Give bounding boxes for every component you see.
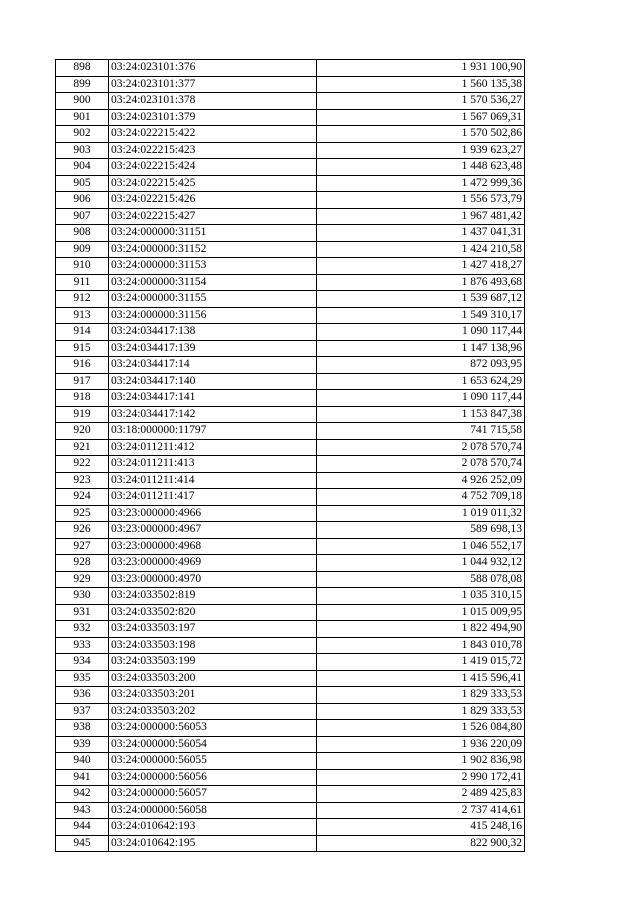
row-number: 906 bbox=[56, 192, 109, 209]
cadastral-number: 03:24:033503:199 bbox=[109, 654, 317, 671]
value-cell: 1 046 552,17 bbox=[317, 538, 525, 555]
table-row bbox=[56, 637, 525, 654]
cadastral-number: 03:23:000000:4968 bbox=[109, 538, 317, 555]
table-row bbox=[56, 175, 525, 192]
value-cell: 1 153 847,38 bbox=[317, 406, 525, 423]
cadastral-number: 03:24:034417:141 bbox=[109, 390, 317, 407]
row-number: 902 bbox=[56, 126, 109, 143]
value-cell: 1 902 836,98 bbox=[317, 753, 525, 770]
table-row bbox=[56, 357, 525, 374]
row-number: 942 bbox=[56, 786, 109, 803]
cadastral-number: 03:24:022215:425 bbox=[109, 175, 317, 192]
table-row bbox=[56, 835, 525, 852]
row-number: 918 bbox=[56, 390, 109, 407]
table-row bbox=[56, 736, 525, 753]
data-table bbox=[55, 59, 525, 852]
cadastral-number: 03:24:000000:31154 bbox=[109, 274, 317, 291]
value-cell: 872 093,95 bbox=[317, 357, 525, 374]
row-number: 939 bbox=[56, 736, 109, 753]
value-cell: 1 560 135,38 bbox=[317, 76, 525, 93]
row-number: 922 bbox=[56, 456, 109, 473]
value-cell: 589 698,13 bbox=[317, 522, 525, 539]
table-row bbox=[56, 654, 525, 671]
cadastral-number: 03:24:000000:56058 bbox=[109, 802, 317, 819]
table-row bbox=[56, 406, 525, 423]
row-number: 936 bbox=[56, 687, 109, 704]
table-row bbox=[56, 307, 525, 324]
cadastral-number: 03:24:023101:377 bbox=[109, 76, 317, 93]
cadastral-number: 03:24:023101:378 bbox=[109, 93, 317, 110]
row-number: 916 bbox=[56, 357, 109, 374]
row-number: 945 bbox=[56, 835, 109, 852]
row-number: 920 bbox=[56, 423, 109, 440]
table-row bbox=[56, 786, 525, 803]
row-number: 900 bbox=[56, 93, 109, 110]
row-number: 930 bbox=[56, 588, 109, 605]
row-number: 941 bbox=[56, 769, 109, 786]
value-cell: 1 570 536,27 bbox=[317, 93, 525, 110]
value-cell: 1 090 117,44 bbox=[317, 324, 525, 341]
cadastral-number: 03:24:011211:417 bbox=[109, 489, 317, 506]
table-row bbox=[56, 60, 525, 77]
row-number: 926 bbox=[56, 522, 109, 539]
value-cell: 1 829 333,53 bbox=[317, 703, 525, 720]
table-row bbox=[56, 621, 525, 638]
cadastral-number: 03:24:022215:426 bbox=[109, 192, 317, 209]
row-number: 924 bbox=[56, 489, 109, 506]
value-cell: 1 843 010,78 bbox=[317, 637, 525, 654]
value-cell: 4 752 709,18 bbox=[317, 489, 525, 506]
cadastral-number: 03:24:000000:31156 bbox=[109, 307, 317, 324]
value-cell: 1 931 100,90 bbox=[317, 60, 525, 77]
table-row bbox=[56, 159, 525, 176]
cadastral-number: 03:24:000000:56057 bbox=[109, 786, 317, 803]
cadastral-number: 03:24:000000:56055 bbox=[109, 753, 317, 770]
cadastral-number: 03:24:033503:202 bbox=[109, 703, 317, 720]
table-row bbox=[56, 522, 525, 539]
row-number: 937 bbox=[56, 703, 109, 720]
row-number: 932 bbox=[56, 621, 109, 638]
value-cell: 1 015 009,95 bbox=[317, 604, 525, 621]
row-number: 907 bbox=[56, 208, 109, 225]
table-row bbox=[56, 241, 525, 258]
value-cell: 588 078,08 bbox=[317, 571, 525, 588]
row-number: 919 bbox=[56, 406, 109, 423]
row-number: 915 bbox=[56, 340, 109, 357]
row-number: 910 bbox=[56, 258, 109, 275]
cadastral-number: 03:24:010642:193 bbox=[109, 819, 317, 836]
value-cell: 2 737 414,61 bbox=[317, 802, 525, 819]
table-row bbox=[56, 555, 525, 572]
cadastral-number: 03:24:011211:414 bbox=[109, 472, 317, 489]
cadastral-number: 03:24:022215:422 bbox=[109, 126, 317, 143]
value-cell: 1 567 069,31 bbox=[317, 109, 525, 126]
table-row bbox=[56, 802, 525, 819]
row-number: 908 bbox=[56, 225, 109, 242]
value-cell: 1 019 011,32 bbox=[317, 505, 525, 522]
table-row bbox=[56, 225, 525, 242]
row-number: 921 bbox=[56, 439, 109, 456]
table-row bbox=[56, 423, 525, 440]
table-row bbox=[56, 142, 525, 159]
row-number: 909 bbox=[56, 241, 109, 258]
table-row bbox=[56, 720, 525, 737]
cadastral-number: 03:23:000000:4967 bbox=[109, 522, 317, 539]
value-cell: 1 876 493,68 bbox=[317, 274, 525, 291]
row-number: 929 bbox=[56, 571, 109, 588]
table-row bbox=[56, 703, 525, 720]
value-cell: 1 147 138,96 bbox=[317, 340, 525, 357]
value-cell: 2 078 570,74 bbox=[317, 456, 525, 473]
row-number: 905 bbox=[56, 175, 109, 192]
cadastral-number: 03:24:000000:56053 bbox=[109, 720, 317, 737]
row-number: 911 bbox=[56, 274, 109, 291]
value-cell: 4 926 252,09 bbox=[317, 472, 525, 489]
value-cell: 1 653 624,29 bbox=[317, 373, 525, 390]
table-row bbox=[56, 472, 525, 489]
row-number: 914 bbox=[56, 324, 109, 341]
value-cell: 741 715,58 bbox=[317, 423, 525, 440]
table-row bbox=[56, 769, 525, 786]
cadastral-number: 03:24:023101:376 bbox=[109, 60, 317, 77]
cadastral-number: 03:24:033502:819 bbox=[109, 588, 317, 605]
table-body bbox=[56, 60, 525, 852]
value-cell: 1 419 015,72 bbox=[317, 654, 525, 671]
value-cell: 1 424 210,58 bbox=[317, 241, 525, 258]
cadastral-number: 03:24:033503:201 bbox=[109, 687, 317, 704]
row-number: 903 bbox=[56, 142, 109, 159]
row-number: 913 bbox=[56, 307, 109, 324]
value-cell: 1 090 117,44 bbox=[317, 390, 525, 407]
table-row bbox=[56, 192, 525, 209]
cadastral-number: 03:24:000000:31152 bbox=[109, 241, 317, 258]
row-number: 933 bbox=[56, 637, 109, 654]
cadastral-number: 03:24:011211:413 bbox=[109, 456, 317, 473]
table-row bbox=[56, 604, 525, 621]
cadastral-number: 03:24:011211:412 bbox=[109, 439, 317, 456]
value-cell: 2 078 570,74 bbox=[317, 439, 525, 456]
row-number: 904 bbox=[56, 159, 109, 176]
cadastral-number: 03:18:000000:11797 bbox=[109, 423, 317, 440]
cadastral-number: 03:24:000000:56056 bbox=[109, 769, 317, 786]
cadastral-number: 03:24:033503:198 bbox=[109, 637, 317, 654]
cadastral-number: 03:24:010642:195 bbox=[109, 835, 317, 852]
cadastral-number: 03:23:000000:4966 bbox=[109, 505, 317, 522]
cadastral-number: 03:24:033503:200 bbox=[109, 670, 317, 687]
table-row bbox=[56, 538, 525, 555]
cadastral-number: 03:24:034417:14 bbox=[109, 357, 317, 374]
cadastral-number: 03:23:000000:4970 bbox=[109, 571, 317, 588]
row-number: 917 bbox=[56, 373, 109, 390]
value-cell: 1 035 310,15 bbox=[317, 588, 525, 605]
table-row bbox=[56, 588, 525, 605]
value-cell: 415 248,16 bbox=[317, 819, 525, 836]
table-row bbox=[56, 109, 525, 126]
table-row bbox=[56, 340, 525, 357]
cadastral-number: 03:24:034417:138 bbox=[109, 324, 317, 341]
row-number: 940 bbox=[56, 753, 109, 770]
value-cell: 1 044 932,12 bbox=[317, 555, 525, 572]
value-cell: 1 829 333,53 bbox=[317, 687, 525, 704]
cadastral-number: 03:24:034417:142 bbox=[109, 406, 317, 423]
value-cell: 1 427 418,27 bbox=[317, 258, 525, 275]
row-number: 927 bbox=[56, 538, 109, 555]
value-cell: 1 570 502,86 bbox=[317, 126, 525, 143]
cadastral-number: 03:24:000000:31153 bbox=[109, 258, 317, 275]
table-row bbox=[56, 439, 525, 456]
row-number: 935 bbox=[56, 670, 109, 687]
cadastral-number: 03:24:022215:427 bbox=[109, 208, 317, 225]
value-cell: 1 967 481,42 bbox=[317, 208, 525, 225]
cadastral-number: 03:24:022215:423 bbox=[109, 142, 317, 159]
table-row bbox=[56, 373, 525, 390]
row-number: 898 bbox=[56, 60, 109, 77]
row-number: 938 bbox=[56, 720, 109, 737]
value-cell: 1 526 084,80 bbox=[317, 720, 525, 737]
value-cell: 1 549 310,17 bbox=[317, 307, 525, 324]
table-row bbox=[56, 324, 525, 341]
table-row bbox=[56, 208, 525, 225]
cadastral-number: 03:24:033503:197 bbox=[109, 621, 317, 638]
row-number: 943 bbox=[56, 802, 109, 819]
row-number: 925 bbox=[56, 505, 109, 522]
value-cell: 1 539 687,12 bbox=[317, 291, 525, 308]
cadastral-number: 03:24:022215:424 bbox=[109, 159, 317, 176]
row-number: 923 bbox=[56, 472, 109, 489]
row-number: 899 bbox=[56, 76, 109, 93]
cadastral-number: 03:24:034417:139 bbox=[109, 340, 317, 357]
value-cell: 1 936 220,09 bbox=[317, 736, 525, 753]
cadastral-number: 03:23:000000:4969 bbox=[109, 555, 317, 572]
row-number: 931 bbox=[56, 604, 109, 621]
value-cell: 1 472 999,36 bbox=[317, 175, 525, 192]
row-number: 901 bbox=[56, 109, 109, 126]
cadastral-number: 03:24:000000:31155 bbox=[109, 291, 317, 308]
table-row bbox=[56, 126, 525, 143]
value-cell: 2 990 172,41 bbox=[317, 769, 525, 786]
cadastral-number: 03:24:000000:56054 bbox=[109, 736, 317, 753]
value-cell: 1 939 623,27 bbox=[317, 142, 525, 159]
row-number: 944 bbox=[56, 819, 109, 836]
table-row bbox=[56, 753, 525, 770]
table-row bbox=[56, 291, 525, 308]
row-number: 912 bbox=[56, 291, 109, 308]
table-row bbox=[56, 258, 525, 275]
cadastral-number: 03:24:033502:820 bbox=[109, 604, 317, 621]
table-row bbox=[56, 687, 525, 704]
table-row bbox=[56, 274, 525, 291]
table-row bbox=[56, 93, 525, 110]
table-row bbox=[56, 571, 525, 588]
value-cell: 822 900,32 bbox=[317, 835, 525, 852]
table-row bbox=[56, 505, 525, 522]
table-row bbox=[56, 489, 525, 506]
table-row bbox=[56, 390, 525, 407]
value-cell: 1 556 573,79 bbox=[317, 192, 525, 209]
row-number: 934 bbox=[56, 654, 109, 671]
value-cell: 1 437 041,31 bbox=[317, 225, 525, 242]
value-cell: 2 489 425,83 bbox=[317, 786, 525, 803]
table-row bbox=[56, 456, 525, 473]
value-cell: 1 448 623,48 bbox=[317, 159, 525, 176]
cadastral-number: 03:24:000000:31151 bbox=[109, 225, 317, 242]
table-row bbox=[56, 819, 525, 836]
value-cell: 1 415 596,41 bbox=[317, 670, 525, 687]
table-row bbox=[56, 670, 525, 687]
table-row bbox=[56, 76, 525, 93]
row-number: 928 bbox=[56, 555, 109, 572]
cadastral-number: 03:24:034417:140 bbox=[109, 373, 317, 390]
cadastral-number: 03:24:023101:379 bbox=[109, 109, 317, 126]
value-cell: 1 822 494,90 bbox=[317, 621, 525, 638]
